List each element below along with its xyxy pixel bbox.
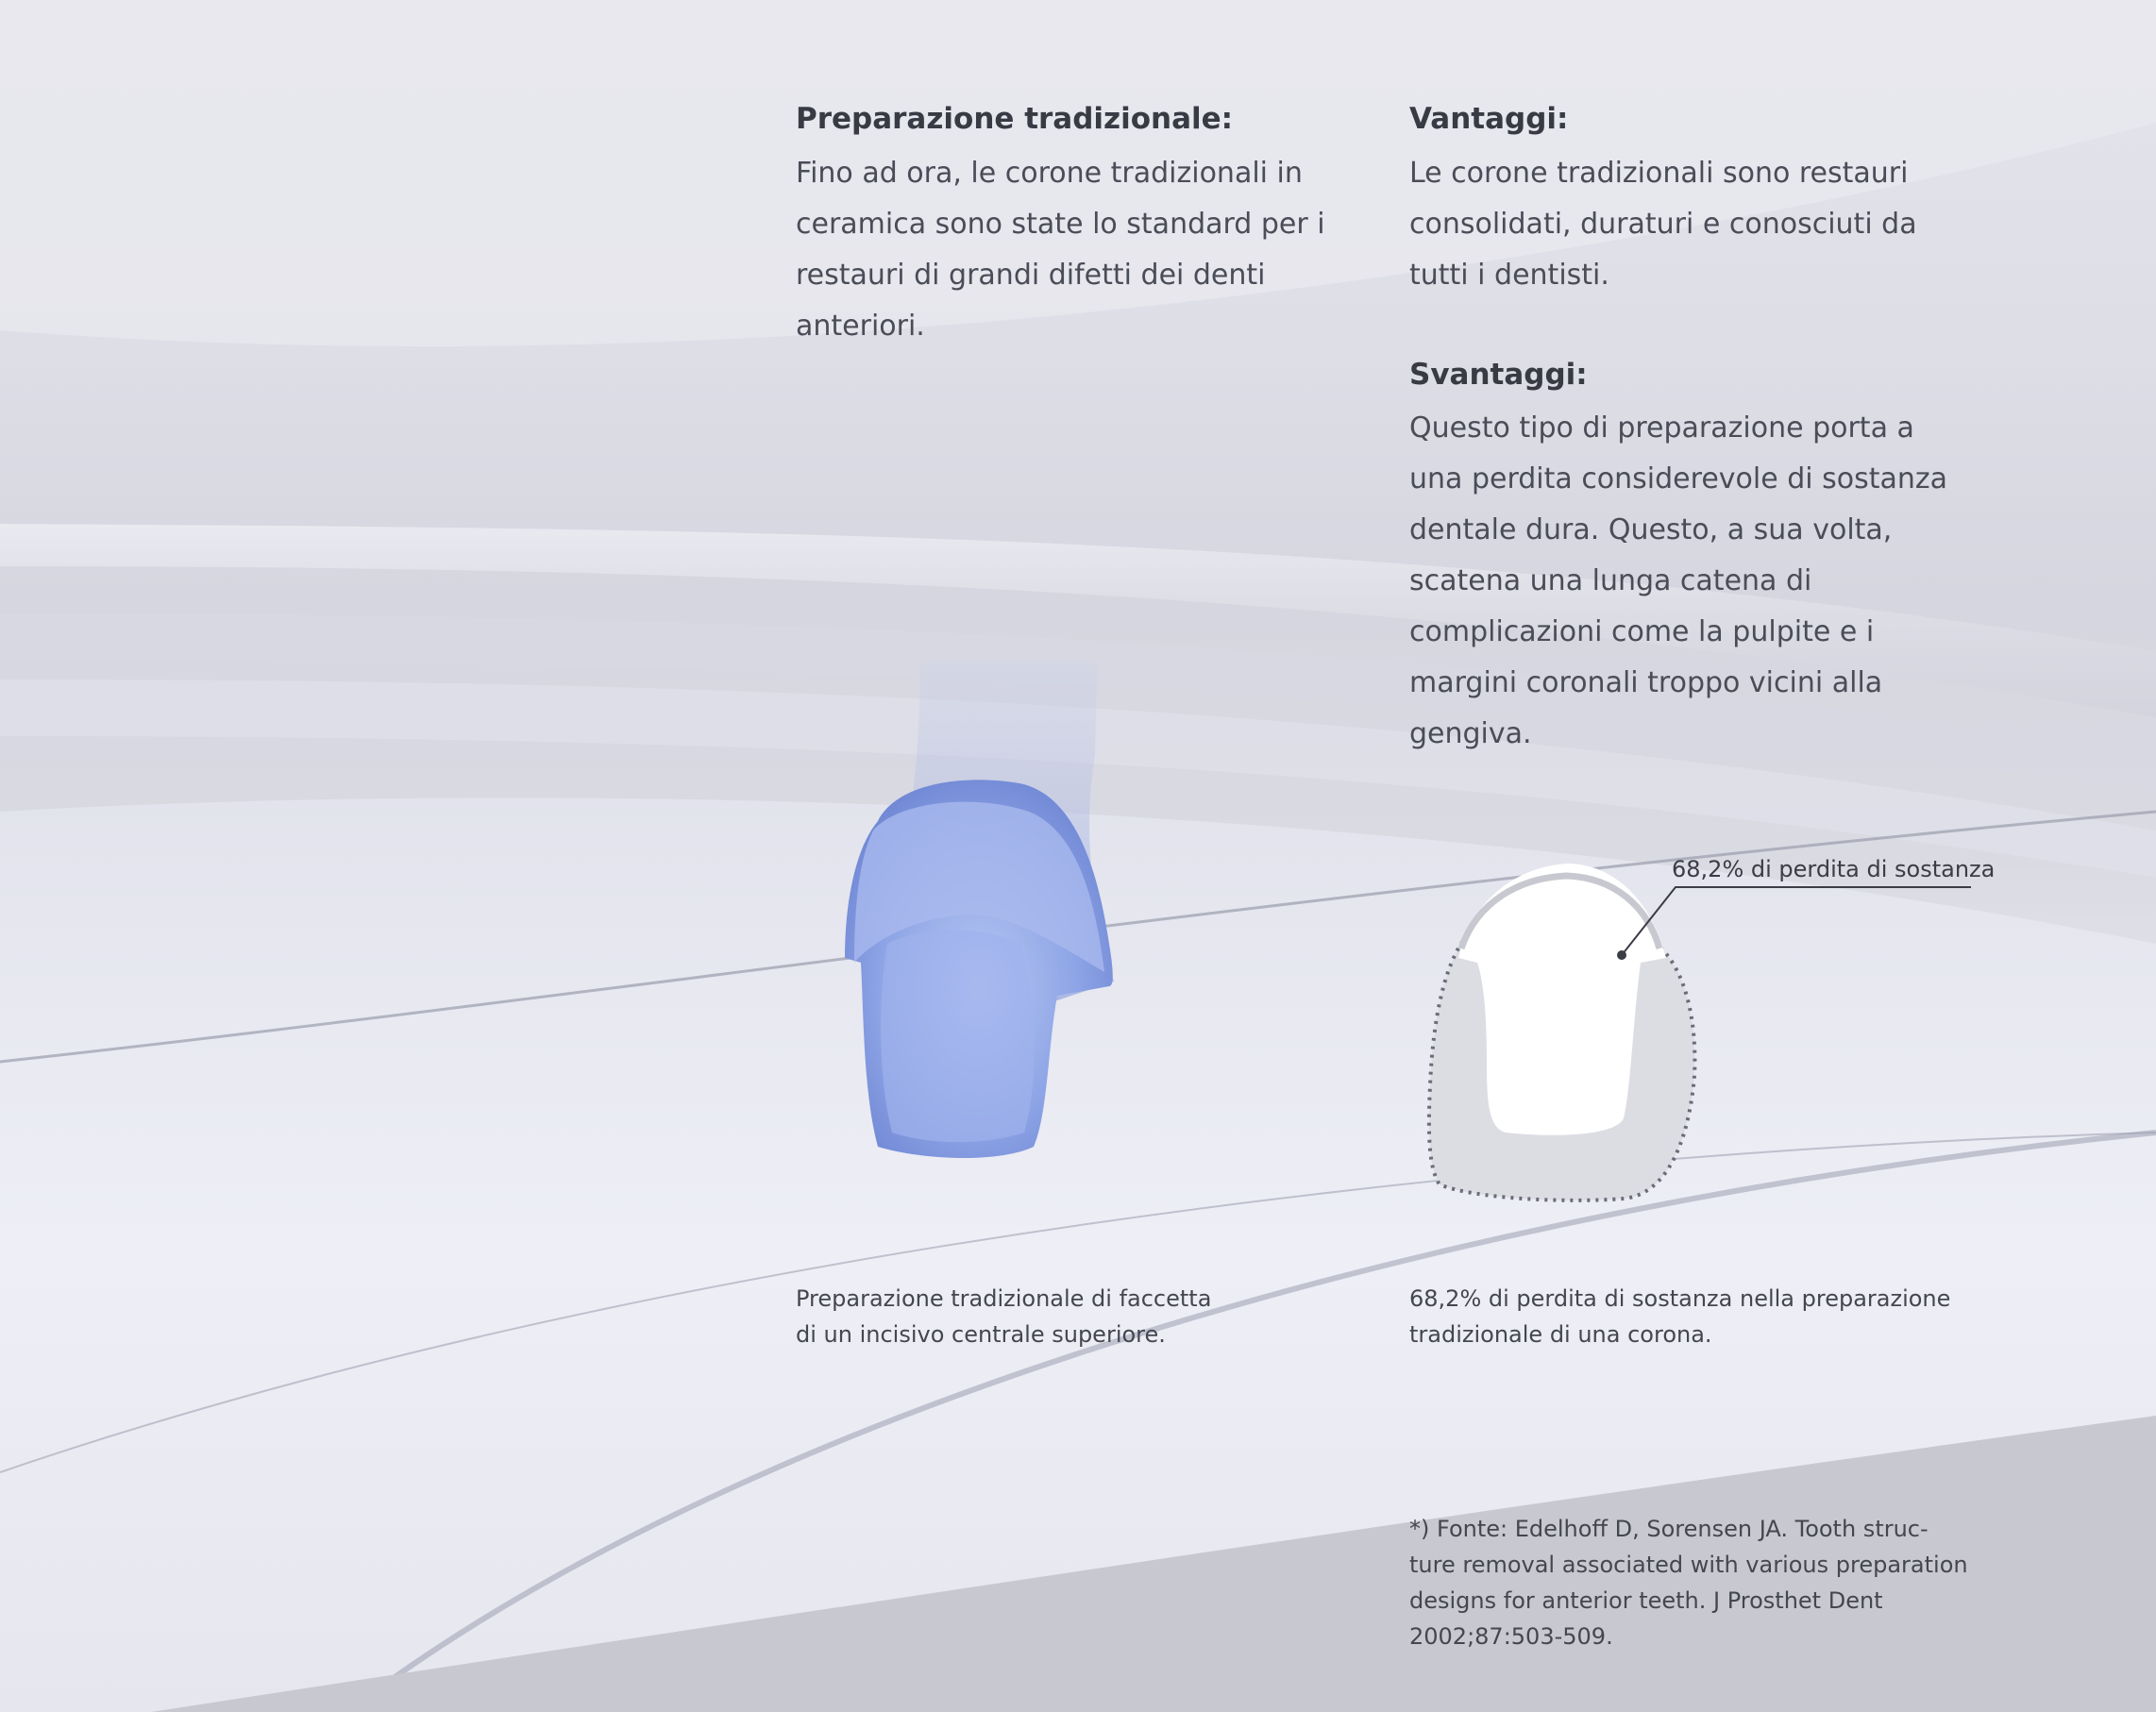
disadvantages-text: Questo tipo di preparazione porta a una perdita considerevole di sostanza dentale dura. Questo, a sua volta, scatena una lunga catena di complicazioni come la pulpite e i margini coronali troppo vicini alla gengiva. [1409, 411, 1948, 750]
diagram-caption-line2: tradizionale di una corona. [1409, 1321, 1712, 1348]
footnote-line4: 2002;87:503-509. [1409, 1623, 1613, 1650]
footnote-line1: *) Fonte: Edelhoff D, Sorensen JA. Tooth struc- [1409, 1516, 1929, 1542]
advantages-heading: Vantaggi: [1409, 102, 1569, 136]
traditional-heading: Preparazione tradizionale: [796, 102, 1234, 136]
tooth-caption-line1: Preparazione tradizionale di faccetta [796, 1285, 1212, 1312]
diagram-caption [1409, 1281, 1950, 1352]
diagram-caption-line1: 68,2% di perdita di sostanza nella preparazione [1409, 1285, 1951, 1312]
source-footnote [1409, 1511, 1968, 1654]
footnote-line3: designs for anterior teeth. J Prosthet Dent [1409, 1587, 1883, 1614]
advantages-text: Le corone tradizionali sono restauri consolidati, duraturi e conosciuti da tutti i dentisti. [1409, 157, 1917, 292]
traditional-text: Fino ad ora, le corone tradizionali in ceramica sono state lo standard per i restauri di grandi difetti dei denti anteriori. [796, 157, 1325, 343]
tooth-caption [796, 1281, 1211, 1352]
disadvantages-heading: Svantaggi: [1409, 358, 1588, 392]
tooth-caption-line2: di un incisivo centrale superiore. [796, 1321, 1166, 1348]
footnote-line2: ture removal associated with various preparation [1409, 1552, 1968, 1578]
loss-callout-label: 68,2% di perdita di sostanza [1672, 856, 1996, 882]
